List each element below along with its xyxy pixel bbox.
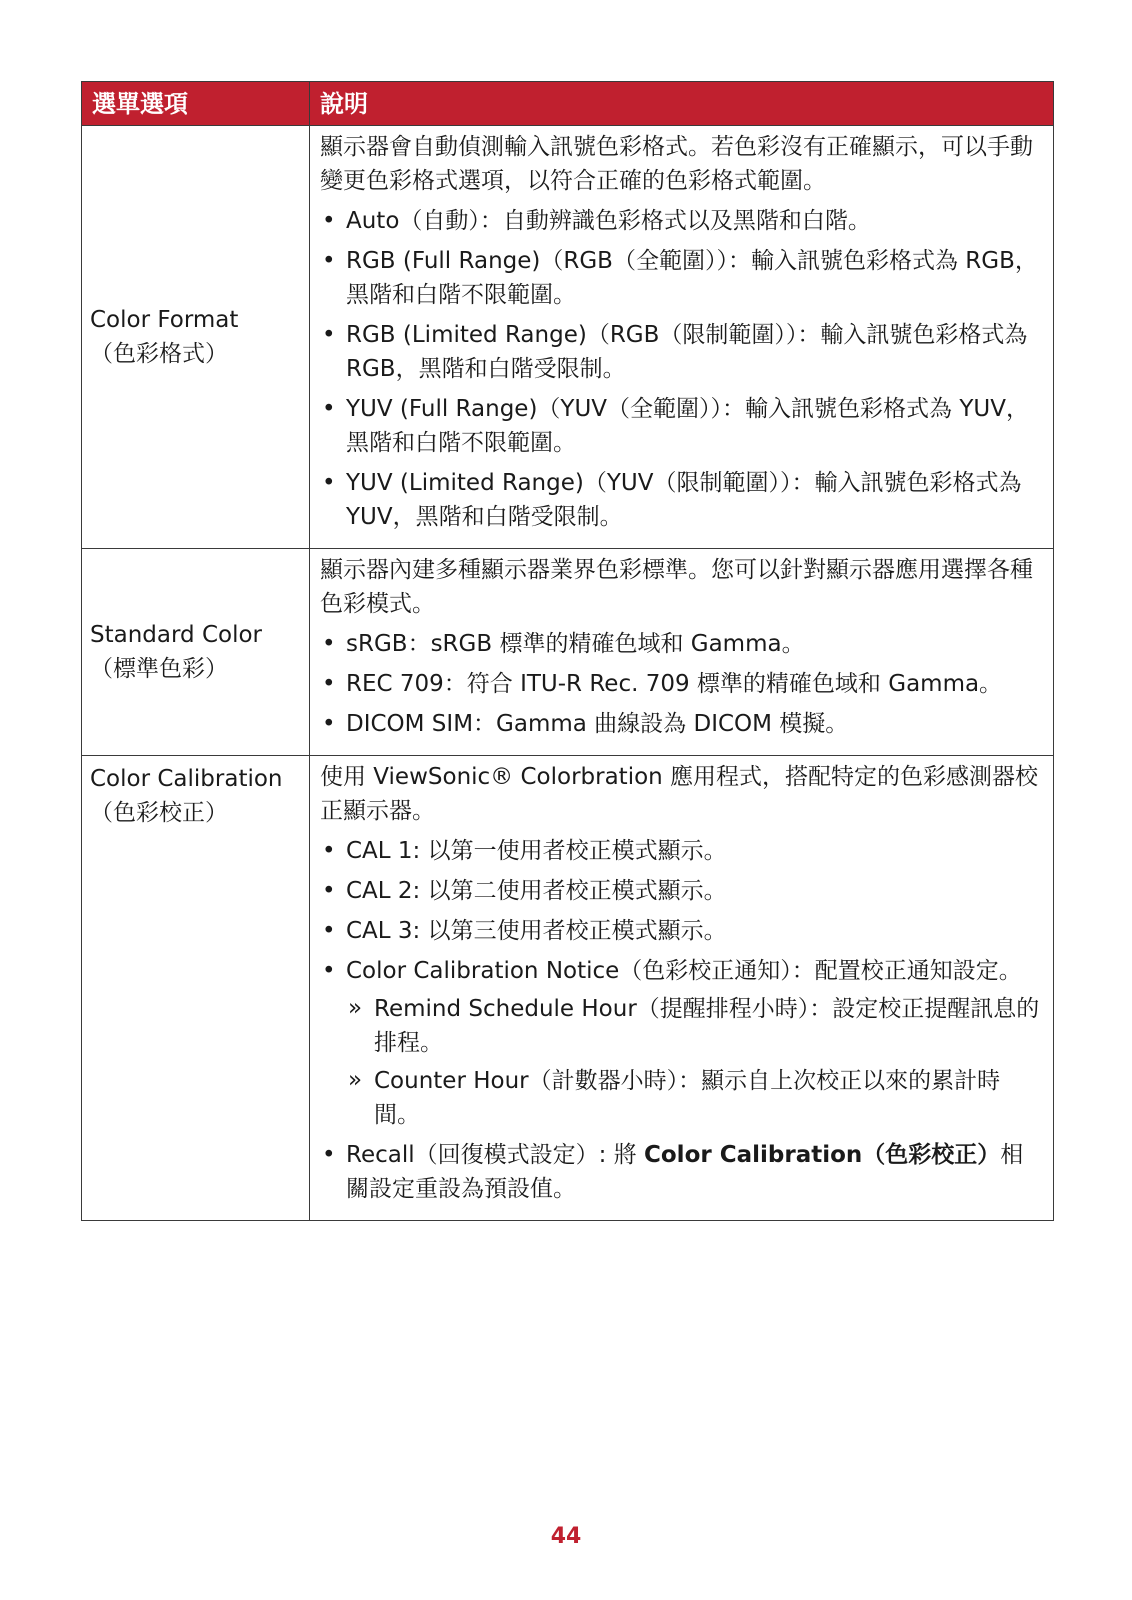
header-option: 選單選項 (82, 82, 310, 126)
description-intro: 顯示器會自動偵測輸入訊號色彩格式。若色彩沒有正確顯示，可以手動變更色彩格式選項，以符合正確的色彩格式範圍。 (320, 134, 1033, 194)
table-row-color-format (82, 126, 1054, 549)
list-item: • REC 709：符合 ITU-R Rec. 709 標準的精確色域和 Gamma。 (320, 667, 1043, 701)
option-cell (82, 126, 310, 549)
list-item: • CAL 1: 以第一使用者校正模式顯示。 (320, 834, 1043, 868)
sub-list-item: » Remind Schedule Hour（提醒排程小時）：設定校正提醒訊息的排程。 (346, 992, 1043, 1060)
page-number: 44 (550, 1524, 582, 1549)
list-item: • YUV (Full Range)（YUV（全範圍））：輸入訊號色彩格式為 YUV，黑階和白階不限範圍。 (320, 392, 1043, 460)
option-name-zh: （色彩格式） (90, 341, 228, 367)
table-header-row (82, 82, 1054, 126)
menu-options-table (81, 81, 1054, 1221)
option-name: Color Format (90, 307, 239, 333)
list-item (320, 954, 1043, 1132)
recall-bold-term: Color Calibration（色彩校正） (644, 1142, 1001, 1168)
option-name-zh: （色彩校正） (90, 800, 228, 826)
option-name-zh: （標準色彩） (90, 656, 228, 682)
table-row-standard-color (82, 549, 1054, 756)
description-cell (310, 549, 1054, 756)
sub-list-item: » Counter Hour（計數器小時）：顯示自上次校正以來的累計時間。 (346, 1064, 1043, 1132)
description-cell (310, 126, 1054, 549)
bullet-list (320, 204, 1043, 534)
list-item: • YUV (Limited Range)（YUV（限制範圍））：輸入訊號色彩格式為 YUV，黑階和白階受限制。 (320, 466, 1043, 534)
list-item: • sRGB：sRGB 標準的精確色域和 Gamma。 (320, 627, 1043, 661)
bullet-list (320, 834, 1043, 1206)
option-cell (82, 549, 310, 756)
list-item: • DICOM SIM：Gamma 曲線設為 DICOM 模擬。 (320, 707, 1043, 741)
list-item-recall (320, 1138, 1043, 1206)
option-cell (82, 756, 310, 1221)
option-name: Standard Color (90, 622, 262, 648)
list-item: • RGB (Full Range)（RGB（全範圍））：輸入訊號色彩格式為 RGB，黑階和白階不限範圍。 (320, 244, 1043, 312)
list-item: • CAL 2: 以第二使用者校正模式顯示。 (320, 874, 1043, 908)
list-item: • Auto（自動）：自動辨識色彩格式以及黑階和白階。 (320, 204, 1043, 238)
sub-list (346, 992, 1043, 1132)
list-item: • RGB (Limited Range)（RGB（限制範圍））：輸入訊號色彩格式為 RGB，黑階和白階受限制。 (320, 318, 1043, 386)
recall-prefix: Recall（回復模式設定）: 將 (346, 1142, 644, 1168)
description-intro: 顯示器內建多種顯示器業界色彩標準。您可以針對顯示器應用選擇各種色彩模式。 (320, 557, 1033, 617)
description-cell (310, 756, 1054, 1221)
header-description: 說明 (310, 82, 1054, 126)
option-name: Color Calibration (90, 766, 283, 792)
description-intro: 使用 ViewSonic® Colorbration 應用程式，搭配特定的色彩感測器校正顯示器。 (320, 764, 1039, 824)
list-item: • CAL 3: 以第三使用者校正模式顯示。 (320, 914, 1043, 948)
recall-suffix: 相關設定重設為預設值。 (346, 1142, 1024, 1202)
bullet-list (320, 627, 1043, 741)
table-row-color-calibration (82, 756, 1054, 1221)
list-item-text: Color Calibration Notice（色彩校正通知）：配置校正通知設定。 (346, 958, 1022, 984)
